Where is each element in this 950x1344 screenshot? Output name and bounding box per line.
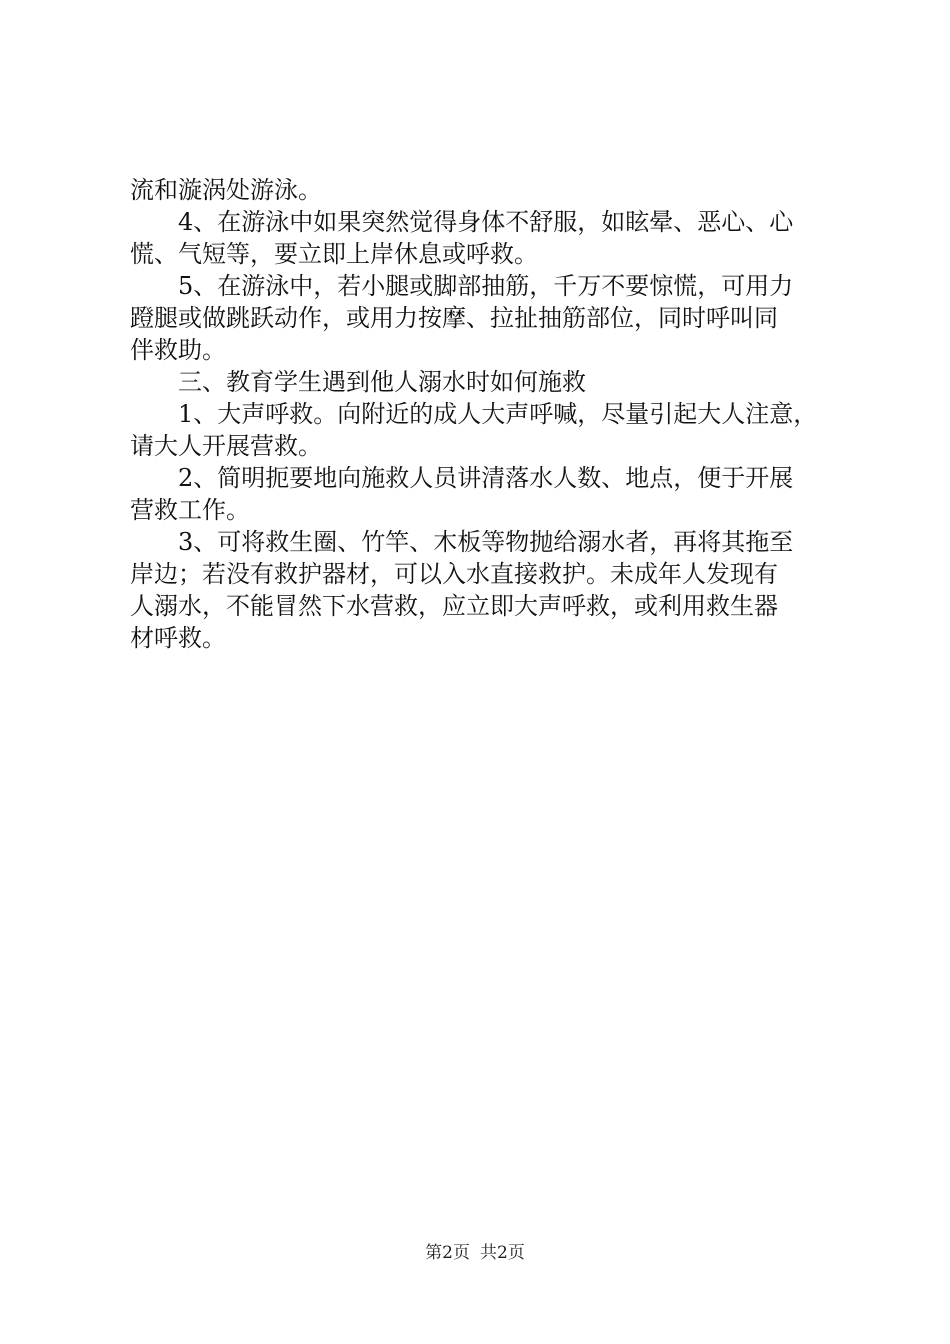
text-line: 岸边；若没有救护器材，可以入水直接救护。未成年人发现有	[130, 560, 778, 588]
paragraph-item-3: 3、可将救生圈、竹竿、木板等物抛给溺水者，再将其拖至	[178, 528, 794, 556]
text-line: 伴救助。	[130, 336, 226, 364]
text-line: 蹬腿或做跳跃动作，或用力按摩、拉扯抽筋部位，同时呼叫同	[130, 304, 778, 332]
document-body	[130, 174, 830, 654]
text-line: 材呼救。	[130, 624, 226, 652]
section-heading: 三、教育学生遇到他人溺水时如何施救	[178, 368, 586, 396]
text-line: 请大人开展营救。	[130, 432, 322, 460]
page-footer	[0, 1241, 950, 1265]
text-line: 流和漩涡处游泳。	[130, 176, 322, 204]
paragraph-item-5: 5、在游泳中，若小腿或脚部抽筋，千万不要惊慌，可用力	[178, 272, 794, 300]
paragraph-item-1: 1、大声呼救。向附近的成人大声呼喊，尽量引起大人注意，	[178, 400, 818, 428]
text-line: 营救工作。	[130, 496, 250, 524]
text-line: 慌、气短等，要立即上岸休息或呼救。	[130, 240, 538, 268]
paragraph-item-4: 4、在游泳中如果突然觉得身体不舒服，如眩晕、恶心、心	[178, 208, 794, 236]
paragraph-item-2: 2、简明扼要地向施救人员讲清落水人数、地点，便于开展	[178, 464, 794, 492]
page-total: 共2页	[480, 1243, 525, 1263]
page-number: 第2页	[425, 1243, 470, 1263]
text-line: 人溺水，不能冒然下水营救，应立即大声呼救，或利用救生器	[130, 592, 778, 620]
